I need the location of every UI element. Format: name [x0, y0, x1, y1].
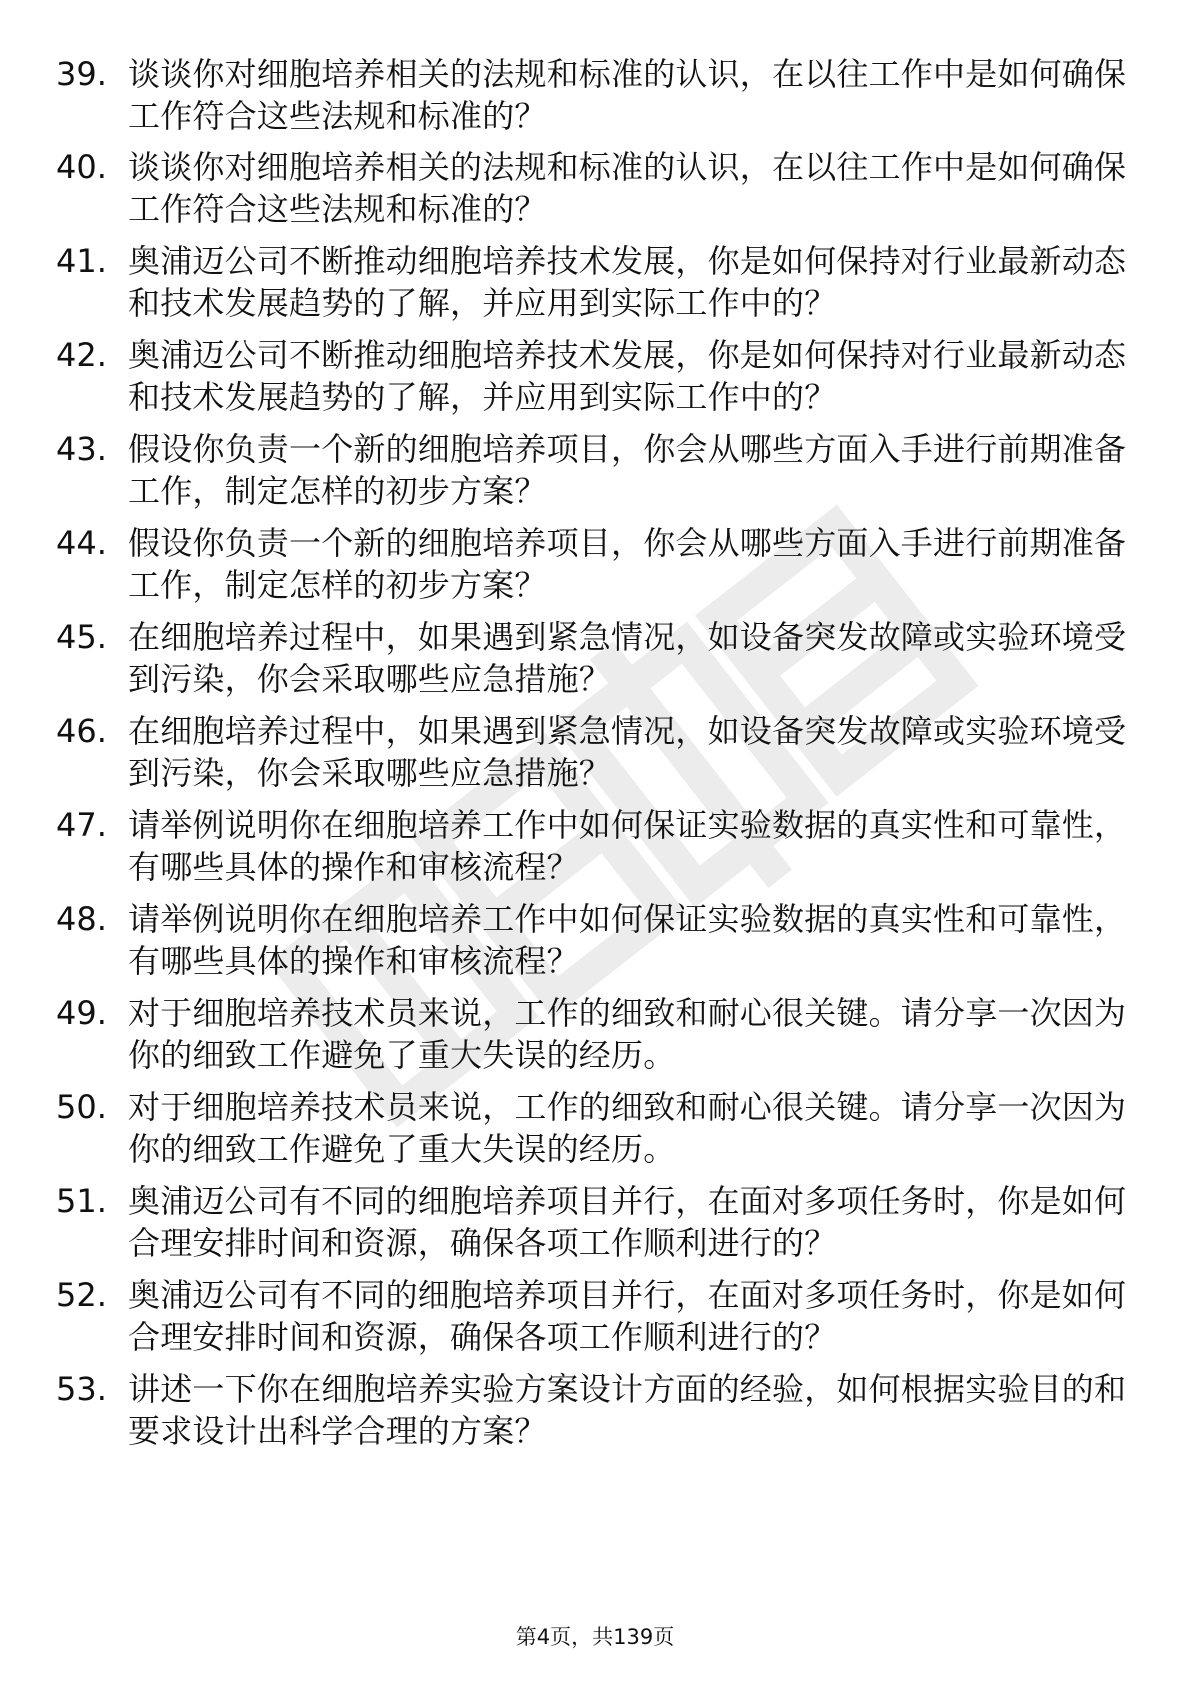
question-text: 奥浦迈公司有不同的细胞培养项目并行，在面对多项任务时，你是如何合理安排时间和资源，确保各项工作顺利进行的？ — [128, 1276, 1127, 1356]
question-item — [0, 240, 1190, 330]
question-number: 41. — [56, 242, 107, 280]
question-text: 假设你负责一个新的细胞培养项目，你会从哪些方面入手进行前期准备工作，制定怎样的初步方案？ — [128, 430, 1127, 510]
question-item — [0, 1368, 1190, 1458]
question-text: 请举例说明你在细胞培养工作中如何保证实验数据的真实性和可靠性，有哪些具体的操作和审核流程？ — [128, 806, 1127, 886]
question-item — [0, 898, 1190, 988]
question-number: 42. — [56, 336, 107, 374]
question-number: 43. — [56, 430, 107, 468]
question-number: 45. — [56, 618, 107, 656]
question-item — [0, 616, 1190, 706]
question-item — [0, 710, 1190, 800]
question-text: 假设你负责一个新的细胞培养项目，你会从哪些方面入手进行前期准备工作，制定怎样的初步方案？ — [128, 524, 1127, 604]
question-number: 51. — [56, 1182, 107, 1220]
question-text: 奥浦迈公司有不同的细胞培养项目并行，在面对多项任务时，你是如何合理安排时间和资源，确保各项工作顺利进行的？ — [128, 1182, 1127, 1262]
question-text: 谈谈你对细胞培养相关的法规和标准的认识，在以往工作中是如何确保工作符合这些法规和标准的？ — [128, 148, 1127, 228]
question-number: 40. — [56, 148, 107, 186]
page-number: 第4页，共139页 — [515, 1625, 675, 1649]
question-text: 对于细胞培养技术员来说，工作的细致和耐心很关键。请分享一次因为你的细致工作避免了重大失误的经历。 — [128, 994, 1127, 1074]
question-item — [0, 1086, 1190, 1176]
question-item — [0, 522, 1190, 612]
question-number: 44. — [56, 524, 107, 562]
question-number: 53. — [56, 1370, 107, 1408]
question-item — [0, 146, 1190, 236]
question-number: 52. — [56, 1276, 107, 1314]
question-item — [0, 428, 1190, 518]
question-text: 奥浦迈公司不断推动细胞培养技术发展，你是如何保持对行业最新动态和技术发展趋势的了解，并应用到实际工作中的？ — [128, 336, 1127, 416]
question-number: 49. — [56, 994, 107, 1032]
question-text: 对于细胞培养技术员来说，工作的细致和耐心很关键。请分享一次因为你的细致工作避免了重大失误的经历。 — [128, 1088, 1127, 1168]
question-text: 讲述一下你在细胞培养实验方案设计方面的经验，如何根据实验目的和要求设计出科学合理的方案？ — [128, 1370, 1127, 1450]
question-text: 在细胞培养过程中，如果遇到紧急情况，如设备突发故障或实验环境受到污染，你会采取哪些应急措施？ — [128, 618, 1127, 698]
question-item — [0, 1180, 1190, 1270]
question-item — [0, 334, 1190, 424]
question-text: 请举例说明你在细胞培养工作中如何保证实验数据的真实性和可靠性，有哪些具体的操作和审核流程？ — [128, 900, 1127, 980]
question-text: 谈谈你对细胞培养相关的法规和标准的认识，在以往工作中是如何确保工作符合这些法规和标准的？ — [128, 55, 1127, 135]
question-item — [0, 53, 1190, 143]
question-number: 47. — [56, 806, 107, 844]
question-item — [0, 1274, 1190, 1364]
question-item — [0, 992, 1190, 1082]
question-item — [0, 804, 1190, 894]
question-text: 在细胞培养过程中，如果遇到紧急情况，如设备突发故障或实验环境受到污染，你会采取哪些应急措施？ — [128, 712, 1127, 792]
question-number: 46. — [56, 712, 107, 750]
question-number: 50. — [56, 1088, 107, 1126]
question-text: 奥浦迈公司不断推动细胞培养技术发展，你是如何保持对行业最新动态和技术发展趋势的了解，并应用到实际工作中的？ — [128, 242, 1127, 322]
question-number: 39. — [56, 55, 107, 93]
question-number: 48. — [56, 900, 107, 938]
